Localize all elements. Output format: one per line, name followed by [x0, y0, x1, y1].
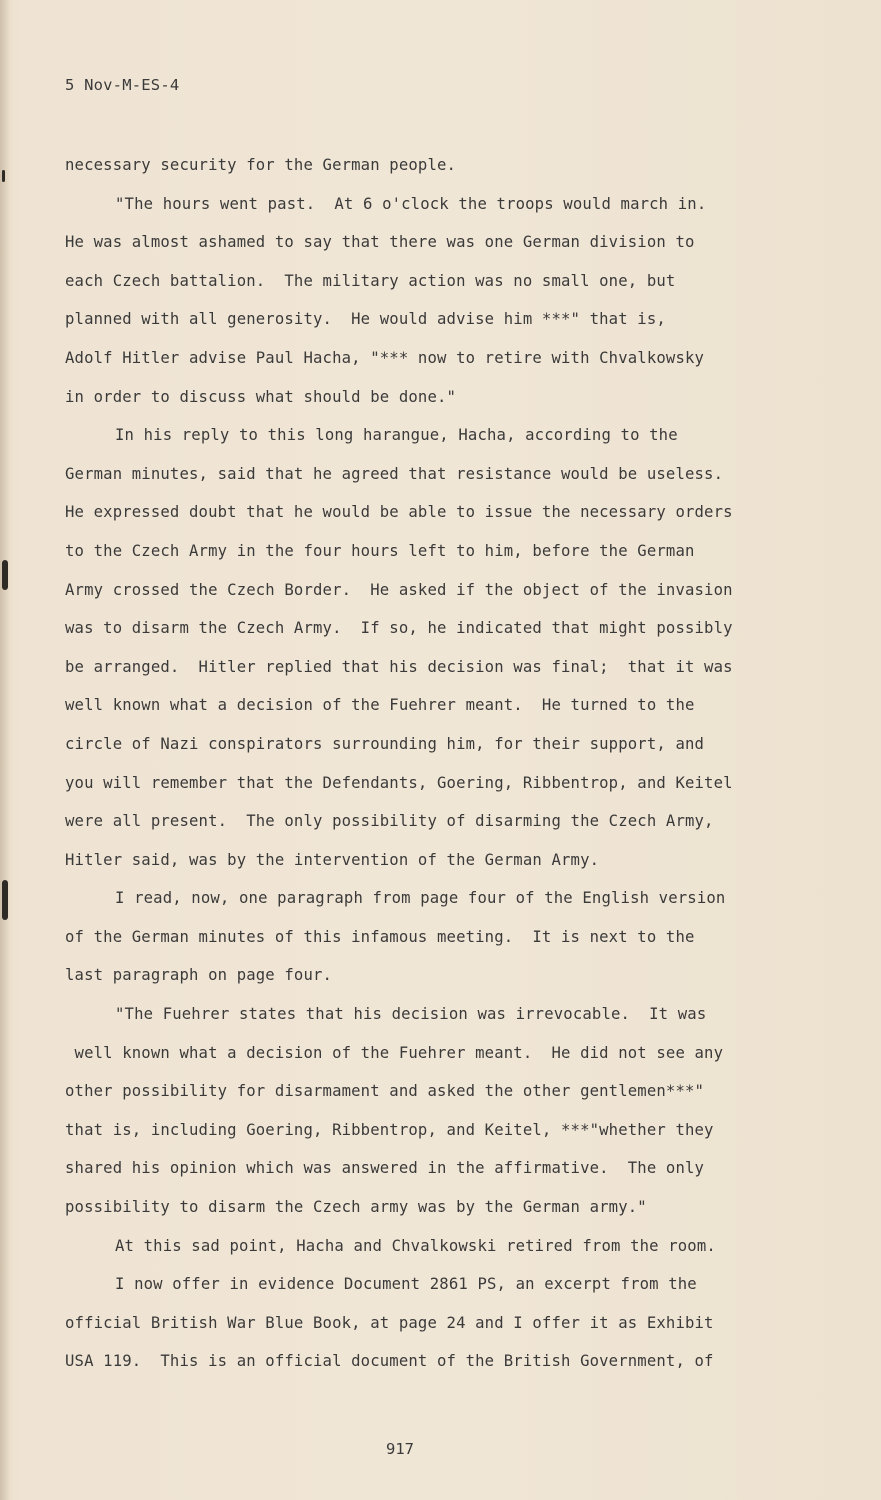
text-line: to the Czech Army in the four hours left to him, before the German — [65, 541, 695, 560]
text-line: last paragraph on page four. — [65, 966, 333, 985]
text-line: He expressed doubt that he would be able to issue the necessary orders — [65, 503, 733, 522]
text-line: Hitler said, was by the intervention of the German Army. — [65, 850, 600, 869]
text-line: you will remember that the Defendants, Goering, Ribbentrop, and Keitel — [65, 773, 733, 792]
text-line: be arranged. Hitler replied that his decision was final; that it was — [65, 657, 733, 676]
text-line: planned with all generosity. He would advise him ***" that is, — [65, 310, 666, 329]
text-line: possibility to disarm the Czech army was by the German army." — [65, 1198, 647, 1217]
binding-edge — [0, 0, 9, 1500]
text-line: other possibility for disarmament and asked the other gentlemen***" — [65, 1082, 705, 1101]
text-line: Army crossed the Czech Border. He asked if the object of the invasion — [65, 580, 733, 599]
text-line: Adolf Hitler advise Paul Hacha, "*** now to retire with Chvalkowsky — [65, 348, 705, 367]
text-line: "The hours went past. At 6 o'clock the troops would march in. — [115, 194, 707, 213]
text-line: He was almost ashamed to say that there was one German division to — [65, 233, 695, 252]
transcript-body — [65, 150, 765, 1385]
text-line: In his reply to this long harangue, Hacha, according to the — [115, 426, 678, 445]
text-line: each Czech battalion. The military action was no small one, but — [65, 271, 676, 290]
text-line: I read, now, one paragraph from page four of the English version — [115, 889, 726, 908]
text-line: At this sad point, Hacha and Chvalkowski retired from the room. — [115, 1236, 716, 1255]
text-line: well known what a decision of the Fuehrer meant. He turned to the — [65, 696, 695, 715]
binding-mark — [2, 880, 8, 920]
text-line: in order to discuss what should be done." — [65, 387, 457, 406]
text-line: of the German minutes of this infamous meeting. It is next to the — [65, 927, 695, 946]
text-line: circle of Nazi conspirators surrounding him, for their support, and — [65, 734, 705, 753]
page-number: 917 — [386, 1440, 414, 1458]
text-line: I now offer in evidence Document 2861 PS, an excerpt from the — [115, 1275, 697, 1294]
binding-mark — [2, 170, 5, 182]
document-reference-header: 5 Nov-M-ES-4 — [65, 76, 180, 94]
text-line: shared his opinion which was answered in the affirmative. The only — [65, 1159, 705, 1178]
text-line: USA 119. This is an official document of the British Government, of — [65, 1352, 714, 1371]
text-line: necessary security for the German people. — [65, 156, 457, 174]
text-line: German minutes, said that he agreed that resistance would be useless. — [65, 464, 724, 483]
text-line: were all present. The only possibility of disarming the Czech Army, — [65, 812, 714, 831]
text-line: was to disarm the Czech Army. If so, he indicated that might possibly — [65, 619, 733, 638]
text-line: that is, including Goering, Ribbentrop, and Keitel, ***"whether they — [65, 1120, 714, 1139]
text-line: "The Fuehrer states that his decision was irrevocable. It was — [115, 1005, 707, 1024]
text-line: well known what a decision of the Fuehrer meant. He did not see any — [65, 1043, 724, 1062]
binding-mark — [2, 560, 8, 590]
text-line: official British War Blue Book, at page 24 and I offer it as Exhibit — [65, 1313, 714, 1332]
